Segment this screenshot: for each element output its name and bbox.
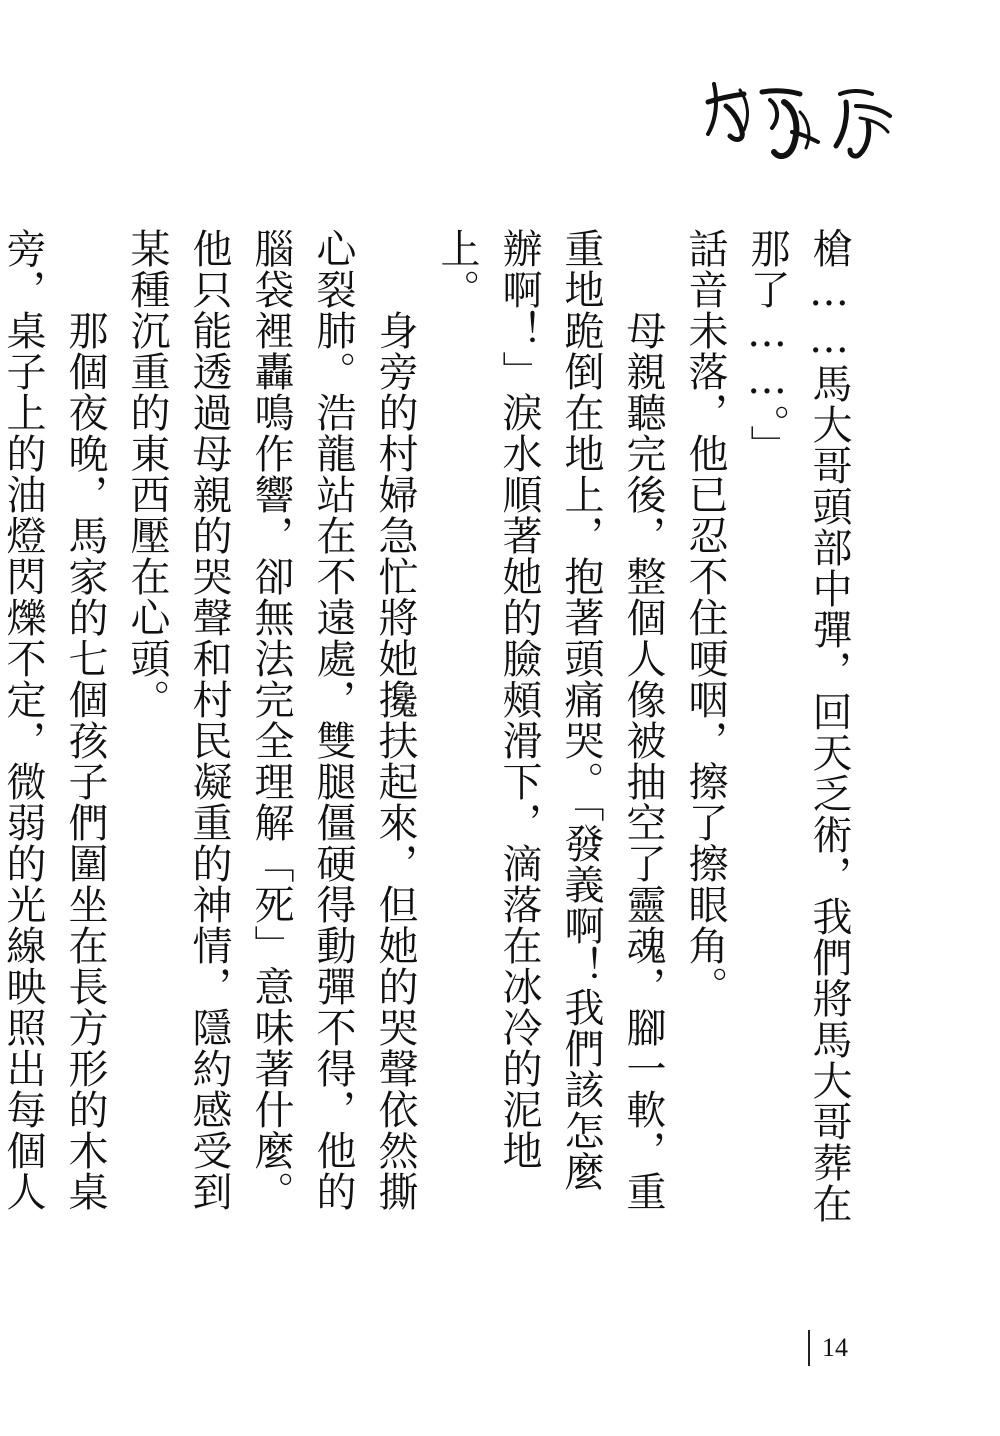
paragraph: 那個夜晚，馬家的七個孩子們圍坐在長方形的木桌旁，桌子上的油燈閃爍不定，微弱的光線映照出每個人 <box>0 228 108 1212</box>
page-footer <box>808 1328 848 1368</box>
calligraphy-logo-icon <box>700 72 900 167</box>
vertical-body-text <box>0 228 860 1228</box>
paragraph: 槍……馬大哥頭部中彈，回天乏術，我們將馬大哥葬在那了……。」 <box>744 228 852 1224</box>
page-number: 14 <box>822 1333 848 1362</box>
paragraph: 母親聽完後，整個人像被抽空了靈魂，腳一軟，重重地跪倒在地上，抱著頭痛哭。「發義啊！我們該怎麼辦啊！」淚水順著她的臉頰滑下，滴落在冰冷的泥地上。 <box>434 228 666 1212</box>
page-number-divider <box>808 1330 810 1366</box>
book-title-logo <box>700 72 900 167</box>
paragraph: 話音未落，他已忍不住哽咽，擦了擦眼角。 <box>682 228 728 1007</box>
paragraph: 身旁的村婦急忙將她攙扶起來，但她的哭聲依然撕心裂肺。浩龍站在不遠處，雙腿僵硬得動彈不得，他的腦袋裡轟鳴作響，卻無法完全理解「死」意味著什麼。他只能透過母親的哭聲和村民凝重的神情，隱約感受到某種沉重的東西壓在心頭。 <box>124 228 418 1212</box>
